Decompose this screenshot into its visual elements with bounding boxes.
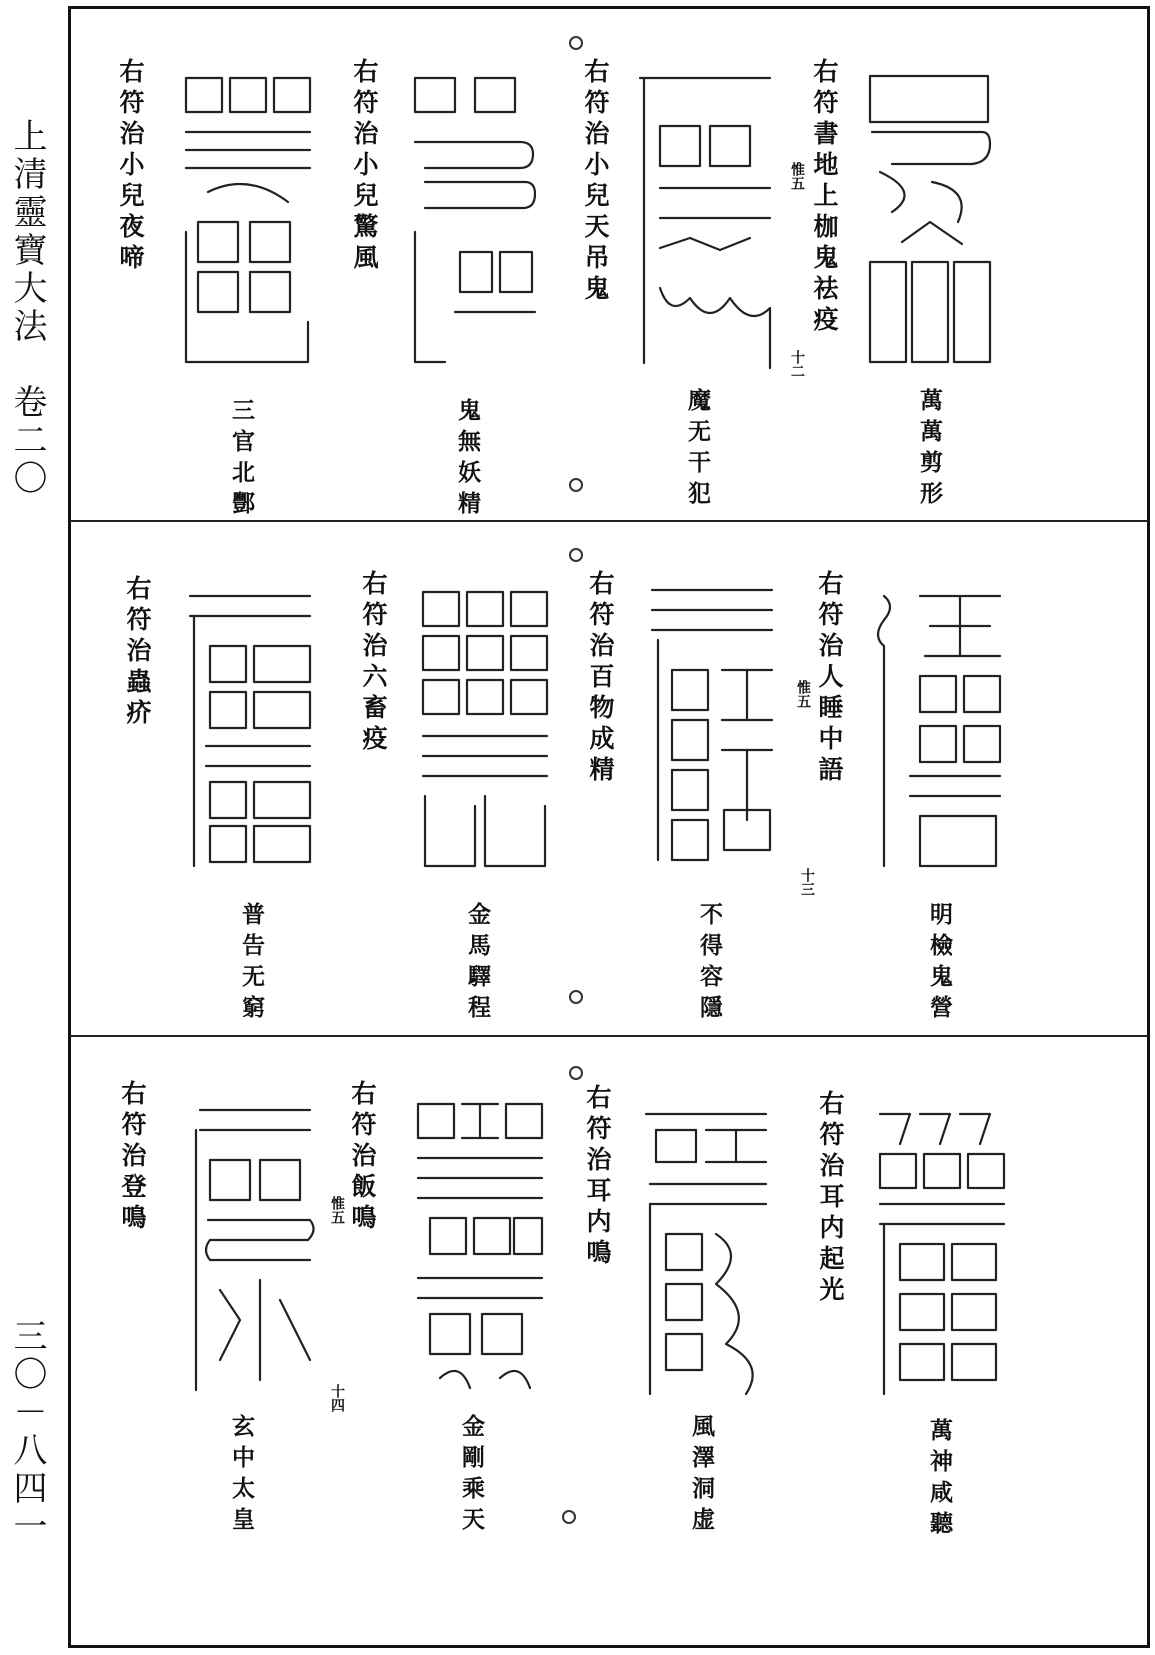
circle-mark bbox=[569, 478, 583, 492]
talisman-small-note: 惟五 bbox=[789, 162, 805, 190]
talisman-glyph bbox=[415, 586, 555, 876]
talisman-glyph bbox=[410, 1098, 550, 1398]
talisman-label: 萬萬剪形 bbox=[916, 388, 943, 512]
talisman-label: 風澤洞虚 bbox=[688, 1414, 715, 1538]
talisman-caption: 右符治百物成精 bbox=[586, 570, 615, 787]
talisman-label: 普告无窮 bbox=[238, 902, 265, 1026]
page-header-title: 上清靈寶大法 卷二〇 bbox=[7, 118, 47, 498]
talisman-glyph bbox=[180, 1100, 320, 1400]
section-number: 十四 bbox=[329, 1384, 345, 1412]
circle-mark bbox=[569, 36, 583, 50]
section-number: 十三 bbox=[799, 868, 815, 896]
talisman-glyph bbox=[636, 1104, 776, 1404]
talisman-caption: 右符治耳内鳴 bbox=[583, 1084, 612, 1270]
talisman-glyph bbox=[630, 68, 780, 368]
talisman-glyph bbox=[642, 580, 782, 870]
talisman-label: 明檢鬼營 bbox=[926, 902, 953, 1026]
talisman-caption: 右符治人睡中語 bbox=[815, 570, 844, 787]
talisman-glyph bbox=[870, 586, 1010, 876]
section-number: 十二 bbox=[789, 350, 805, 378]
talisman-caption: 右符治小兒天吊鬼 bbox=[581, 58, 610, 306]
talisman-caption: 右符治小兒驚風 bbox=[350, 58, 379, 275]
talisman-glyph bbox=[180, 586, 320, 876]
talisman-label: 不得容隱 bbox=[696, 902, 723, 1026]
talisman-label: 魔无干犯 bbox=[684, 388, 711, 512]
talisman-caption: 右符治小兒夜啼 bbox=[116, 58, 145, 275]
talisman-label: 玄中太皇 bbox=[228, 1414, 255, 1538]
talisman-caption: 右符書地上枷鬼祛疫 bbox=[810, 58, 839, 337]
talisman-label: 鬼無妖精 bbox=[454, 398, 481, 522]
page-number: 三〇－八四一 bbox=[7, 1318, 47, 1546]
talisman-label: 金馬驛程 bbox=[464, 902, 491, 1026]
talisman-glyph bbox=[405, 72, 545, 372]
circle-mark bbox=[562, 1510, 576, 1524]
talisman-glyph bbox=[862, 72, 997, 372]
circle-mark bbox=[569, 548, 583, 562]
talisman-caption: 右符治飯鳴 bbox=[348, 1080, 377, 1235]
talisman-glyph bbox=[178, 72, 318, 372]
talisman-caption: 右符治耳内起光 bbox=[816, 1090, 845, 1307]
talisman-label: 三官北酆 bbox=[228, 398, 255, 522]
talisman-label: 金剛乘天 bbox=[458, 1414, 485, 1538]
talisman-small-note: 惟五 bbox=[329, 1196, 345, 1224]
talisman-label: 萬神咸聽 bbox=[926, 1418, 953, 1542]
circle-mark bbox=[569, 990, 583, 1004]
circle-mark bbox=[569, 1066, 583, 1080]
talisman-glyph bbox=[870, 1104, 1010, 1404]
talisman-caption: 右符治登鳴 bbox=[118, 1080, 147, 1235]
talisman-caption: 右符治蟲疥 bbox=[123, 575, 152, 730]
talisman-caption: 右符治六畜疫 bbox=[359, 570, 388, 756]
talisman-small-note: 惟五 bbox=[795, 680, 811, 708]
row-divider-2 bbox=[70, 1035, 1148, 1037]
